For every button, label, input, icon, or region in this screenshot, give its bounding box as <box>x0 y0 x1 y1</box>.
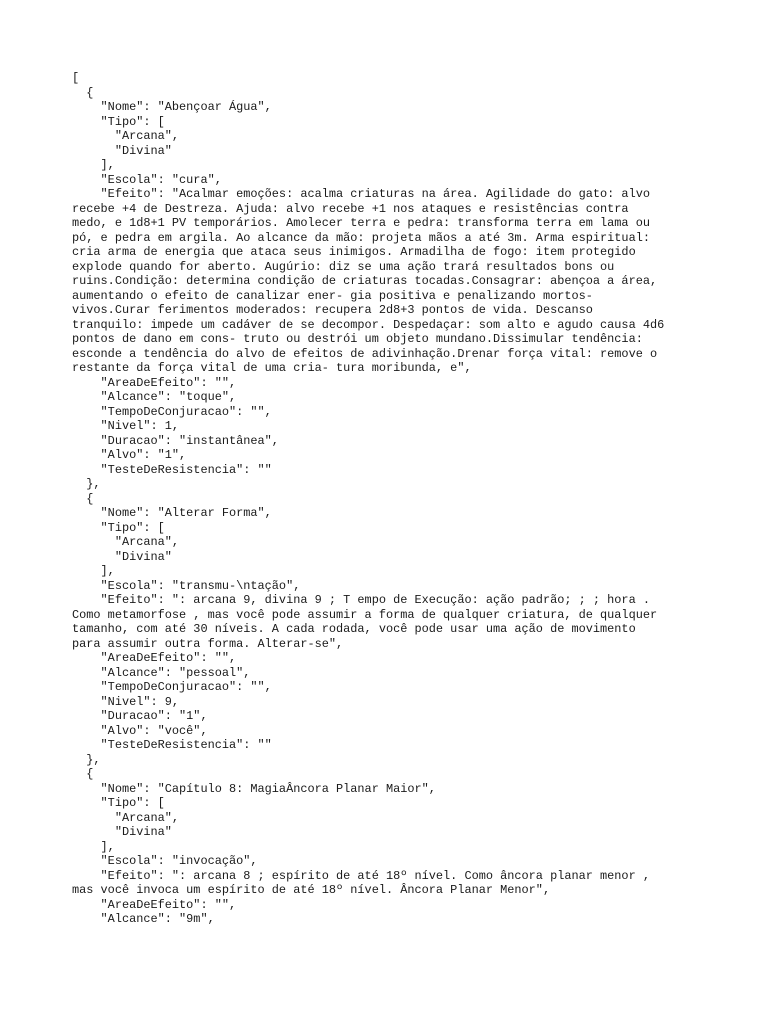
text-line: "Tipo": [ <box>72 114 165 129</box>
text-line: "Efeito": ": arcana 9, divina 9 ; T empo de Execução: ação padrão; ; ; hora . <box>72 593 650 607</box>
text-line: "Arcana", <box>72 129 180 143</box>
text-line: { <box>72 85 94 100</box>
text-line: tamanho, com até 30 níveis. A cada rodada, você pode usar uma ação de movimento <box>72 622 636 636</box>
text-line: "Escola": "cura", <box>72 172 222 187</box>
text-line: cria arma de energia que ataca seus inimigos. Armadilha de fogo: item protegido <box>72 245 636 259</box>
text-line: "Alcance": "toque", <box>72 390 237 404</box>
text-line: "Nivel": 1, <box>72 419 180 433</box>
text-line: recebe +4 de Destreza. Ajuda: alvo recebe +1 nos ataques e resistências contra <box>72 201 629 216</box>
text-line: "Tipo": [ <box>72 520 165 535</box>
text-line: "Arcana", <box>72 535 180 549</box>
text-line: "Arcana", <box>72 810 180 825</box>
text-line: "Tipo": [ <box>72 796 165 810</box>
text-line: tranquilo: impede um cadáver de se decompor. Despedaçar: som alto e agudo causa 4d6 <box>72 317 665 332</box>
text-line: }, <box>72 477 101 491</box>
text-line: medo, e 1d8+1 PV temporários. Amolecer terra e pedra: transforma terra em lama ou <box>72 216 650 230</box>
text-line: "Alvo": "você", <box>72 723 208 738</box>
text-line: "Divina" <box>72 549 172 564</box>
text-line: "TesteDeResistencia": "" <box>72 462 272 477</box>
text-line: "TempoDeConjuracao": "", <box>72 404 272 419</box>
text-line: "Nome": "Alterar Forma", <box>72 506 272 520</box>
text-line: pó, e pedra em argila. Ao alcance da mão: projeta mãos a até 3m. Arma espiritual: <box>72 230 650 245</box>
text-line: "TesteDeResistencia": "" <box>72 738 272 752</box>
text-line: }, <box>72 752 101 767</box>
text-line: vivos.Curar ferimentos moderados: recupera 2d8+3 pontos de vida. Descanso <box>72 303 593 317</box>
text-line: "Nivel": 9, <box>72 694 180 709</box>
text-line: esconde a tendência do alvo de efeitos de adivinhação.Drenar força vital: remove o <box>72 346 658 361</box>
text-line: ], <box>72 158 115 172</box>
text-line: Como metamorfose , mas você pode assumir a forma de qualquer criatura, de qualquer <box>72 607 658 622</box>
text-line: "AreaDeEfeito": "", <box>72 897 237 912</box>
text-line: ], <box>72 839 115 854</box>
text-line: para assumir outra forma. Alterar-se", <box>72 636 344 651</box>
text-line: "Escola": "transmu-\ntação", <box>72 578 301 593</box>
text-line: aumentando o efeito de canalizar ener- gia positiva e penalizando mortos- <box>72 288 593 303</box>
text-line: { <box>72 767 94 781</box>
text-line: { <box>72 491 94 506</box>
text-line: "Escola": "invocação", <box>72 854 258 868</box>
text-line: "Divina" <box>72 143 172 158</box>
text-line: pontos de dano em cons- truto ou destrói um objeto mundano.Dissimular tendência: <box>72 332 643 346</box>
text-line: "Duracao": "instantânea", <box>72 433 279 448</box>
text-line: restante da força vital de uma cria- tura moribunda, e", <box>72 361 472 375</box>
text-line: "TempoDeConjuracao": "", <box>72 680 272 694</box>
text-line: "Efeito": "Acalmar emoções: acalma criaturas na área. Agilidade do gato: alvo <box>72 187 650 201</box>
text-line: "Alcance": "9m", <box>72 912 215 926</box>
text-line: ], <box>72 564 115 578</box>
text-line: "Divina" <box>72 825 172 839</box>
text-line: [ <box>72 71 80 85</box>
text-line: "Alvo": "1", <box>72 448 187 462</box>
text-line: "Efeito": ": arcana 8 ; espírito de até 18º nível. Como âncora planar menor , <box>72 868 650 883</box>
text-line: mas você invoca um espírito de até 18º nível. Âncora Planar Menor", <box>72 883 551 897</box>
text-line: "Alcance": "pessoal", <box>72 665 251 680</box>
text-line: "Nome": "Capítulo 8: MagiaÂncora Planar Maior", <box>72 781 436 796</box>
text-line: ruins.Condição: determina condição de criaturas tocadas.Consagrar: abençoa a área, <box>72 274 658 288</box>
text-line: explode quando for aberto. Augúrio: diz se uma ação trará resultados bons ou <box>72 259 615 274</box>
json-text-block <box>72 71 702 927</box>
text-line: "AreaDeEfeito": "", <box>72 375 237 390</box>
text-line: "Duracao": "1", <box>72 709 208 723</box>
text-line: "AreaDeEfeito": "", <box>72 651 237 665</box>
text-line: "Nome": "Abençoar Água", <box>72 100 272 114</box>
